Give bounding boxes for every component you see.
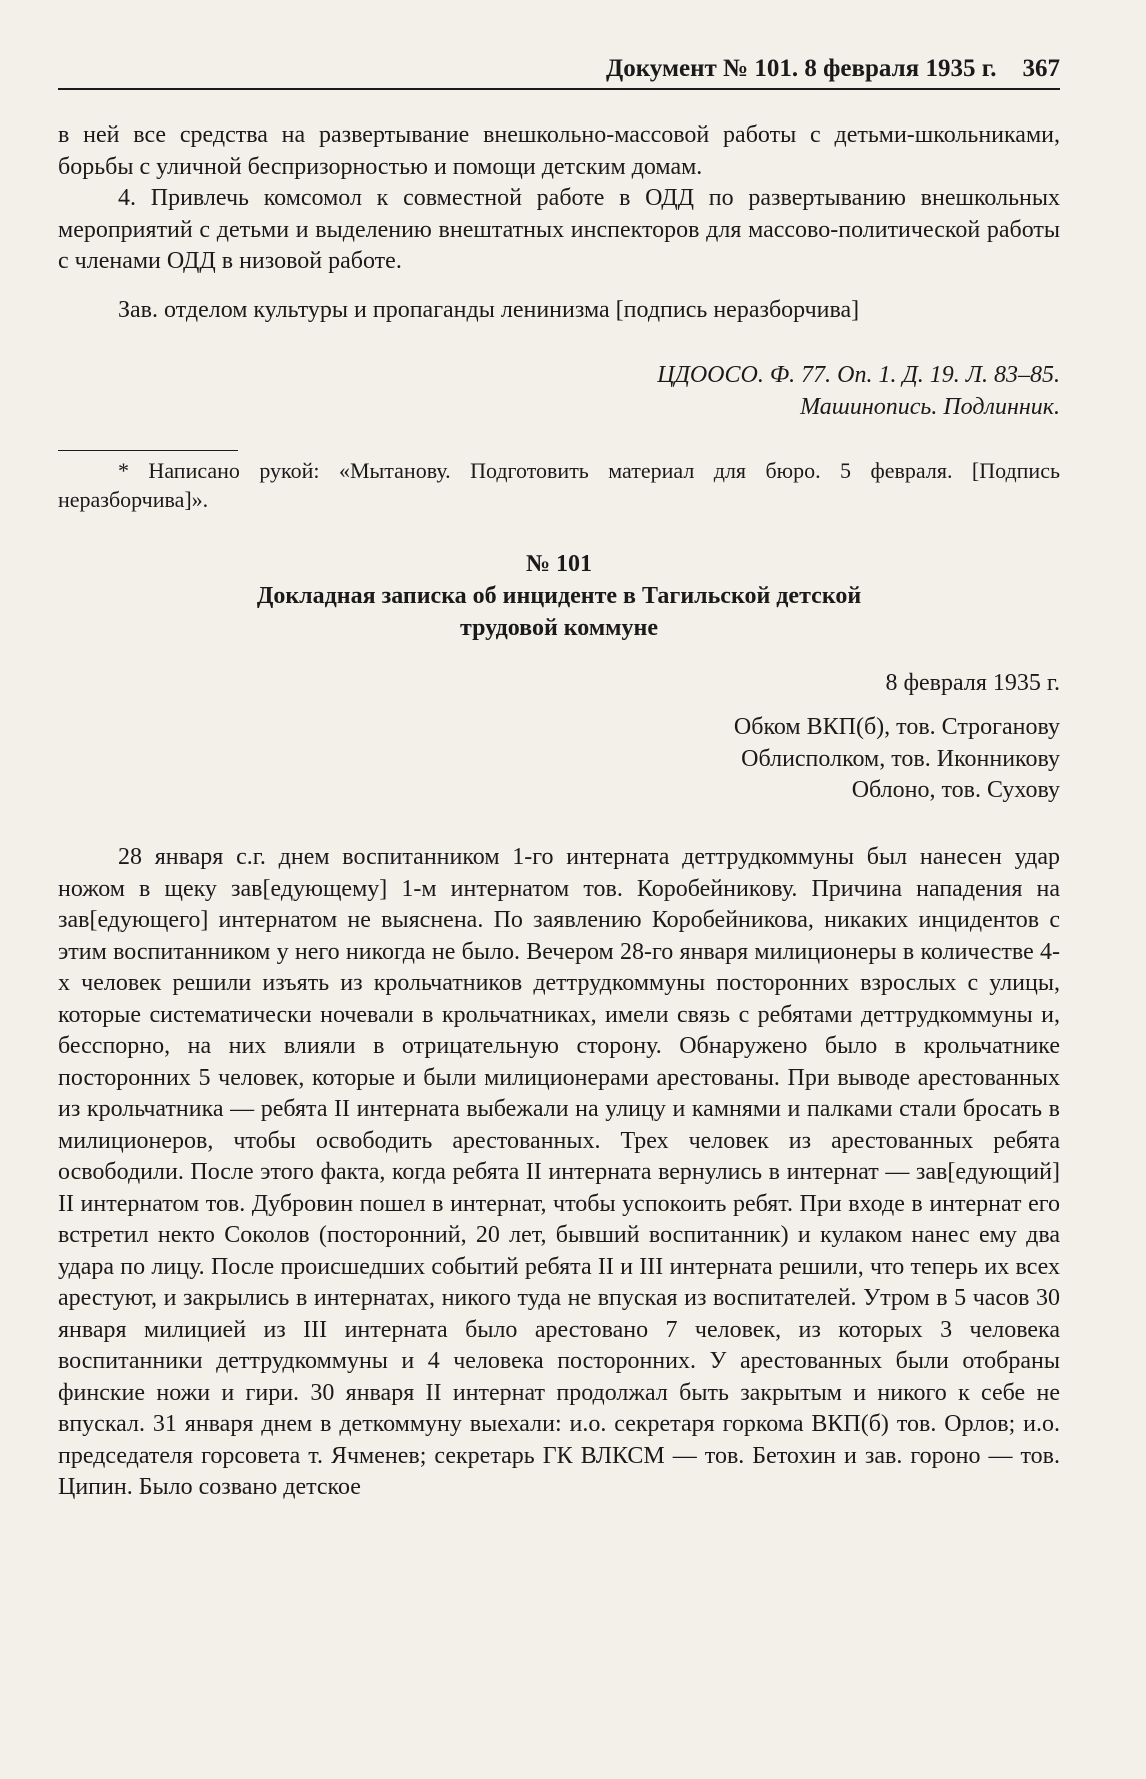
document-title-line-1: Докладная записка об инциденте в Тагильской детской <box>256 583 862 609</box>
addressees <box>58 712 1060 807</box>
document-date-block <box>58 668 1060 700</box>
document-heading <box>58 548 1060 644</box>
addressee: Облоно, тов. Сухову <box>851 777 1060 803</box>
addressee: Облисполком, тов. Иконникову <box>741 745 1060 772</box>
archive-ref: ЦДООСО. Ф. 77. Оп. 1. Д. 19. Л. 83–85. <box>657 362 1060 388</box>
document-number: № 101 <box>525 551 593 577</box>
paragraph: в ней все средства на развертывание внешкольно-массовой работы с детьми-школьниками, борьбы с уличной беспризорностью и помощи детским домам. <box>58 122 1060 180</box>
archive-reference <box>58 360 1060 423</box>
addressee: Обком ВКП(б), тов. Строганову <box>733 714 1060 740</box>
previous-document-continuation <box>58 120 1060 278</box>
body-paragraph: 28 января с.г. днем воспитанником 1-го интерната деттрудкоммуны был нанесен удар ножом в щеку зав[едующему] 1-м интернатом тов. Коробейникову. Причина нападения на зав[едующего] интернатом не выяснена. По заявлению Коробейникова, никаких инцидентов с этим воспитанником у него никогда не было. Вечером 28-го января милиционеры в количестве 4-х человек решили изъять из крольчатников деттрудкоммуны посторонних взрослых с улицы, которые систематически ночевали в крольчатниках, имели связь с ребятами деттрудкоммуны и, бесспорно, на них влияли в отрицательную сторону. Обнаружено было в крольчатнике посторонних 5 человек, которые и были милиционерами арестованы. При выводе арестованных из крольчатника — ребята II интерната выбежали на улицу и камнями и палками стали бросать в милиционеров, чтобы освободить арестованных. Трех человек из арестованных ребята освободили. После этого факта, когда ребята II интерната вернулись в интернат — зав[едующий] II интернатом тов. Дубровин пошел в интернат, чтобы успокоить ребят. При входе в интернат его встретил некто Соколов (посторонний, 20 лет, бывший воспитанник) и кулаком нанес ему два удара по лицу. После происшедших событий ребята II и III интерната решили, что теперь их всех арестуют, и закрылись в интернатах, никого туда не впуская из воспитателей. Утром в 5 часов 30 января милицией из III интерната было арестовано 7 человек, из которых 3 человека воспитанники деттрудкоммуны и 4 человека посторонних. У арестованных были отобраны финские ножи и гири. 30 января II интернат продолжал быть закрытым и никого к себе не впускал. 31 января днем в деткоммуну выехали: и.о. секретаря горкома ВКП(б) тов. Орлов; и.о. председателя горсовета т. Ячменев; секретарь ГК ВЛКСМ — тов. Бетохин и зав. гороно — тов. Ципин. Было созвано детское <box>58 844 1060 1500</box>
signature-line: Зав. отделом культуры и пропаганды ленинизма [подпись неразборчива] <box>118 297 860 323</box>
document-title-line-2: трудовой коммуне <box>460 615 658 641</box>
document-date: 8 февраля 1935 г. <box>885 670 1060 696</box>
signature-block <box>58 295 1060 327</box>
running-header <box>58 54 1060 84</box>
header-rule <box>58 88 1060 90</box>
paragraph: 4. Привлечь комсомол к совместной работе в ОДД по развертыванию внешкольных мероприятий с детьми и выделению внештатных инспекторов для массово-политической работы с членами ОДД в низовой работе. <box>58 185 1060 274</box>
page-number: 367 <box>1022 55 1060 82</box>
footnote-rule <box>58 450 238 451</box>
archive-type: Машинопись. Подлинник. <box>800 393 1060 420</box>
document-body <box>58 842 1060 1504</box>
footnote: * Написано рукой: «Мытанову. Подготовить материал для бюро. 5 февраля. [Подпись неразборчива]». <box>58 458 1060 512</box>
running-title: Документ № 101. 8 февраля 1935 г. <box>606 55 997 82</box>
